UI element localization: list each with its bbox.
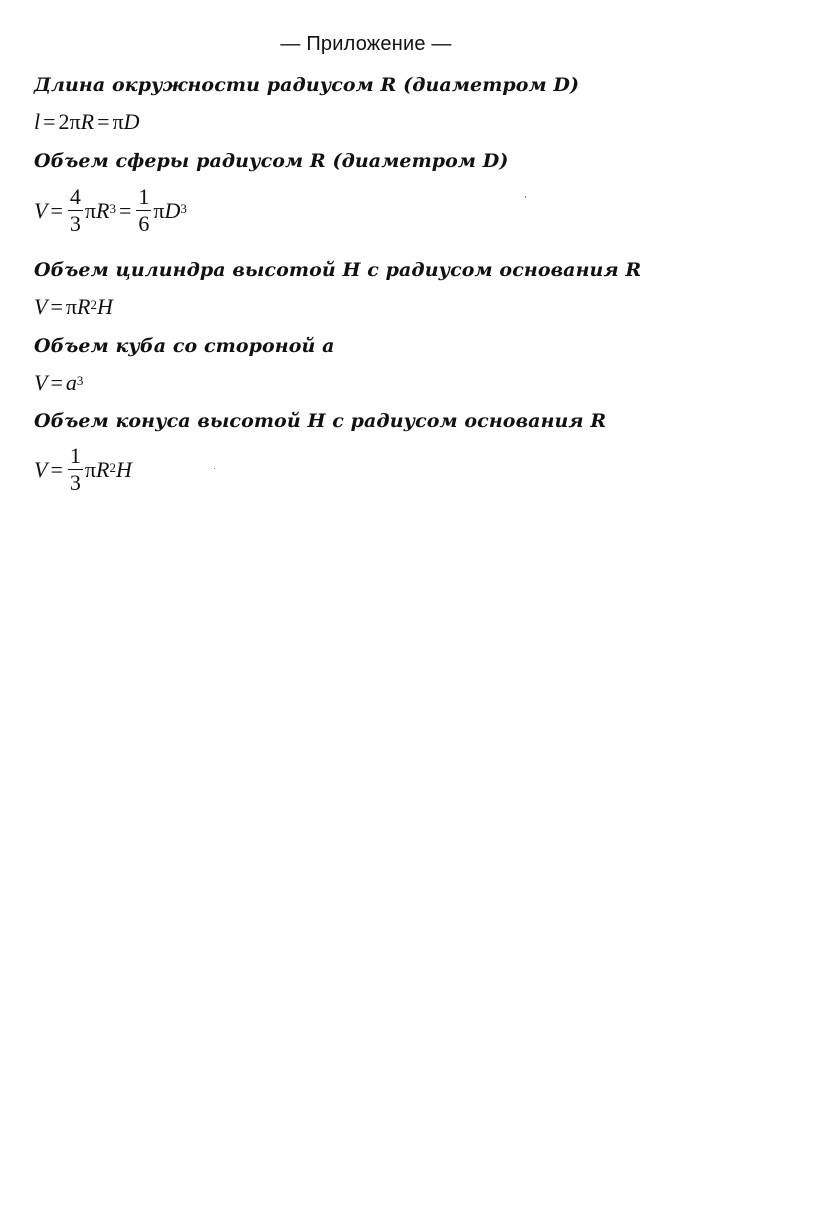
formula-lhs: V (34, 197, 48, 223)
scan-speck (525, 196, 526, 198)
pi-symbol: π (69, 109, 81, 134)
exponent: 2 (90, 297, 97, 312)
fraction-numerator: 1 (69, 443, 81, 468)
fraction-denominator: 3 (69, 470, 81, 495)
formula-lhs: V (34, 370, 48, 395)
formula-lhs: l (34, 109, 41, 134)
fraction (68, 186, 83, 235)
circumference-heading: Длина окружности радиусом R (диаметром D) (34, 74, 580, 96)
cone-formula (34, 445, 132, 494)
scan-speck (214, 468, 215, 469)
cube-formula (34, 370, 83, 396)
equals-sign: = (43, 109, 56, 134)
formula-lhs: V (34, 456, 48, 482)
pi-symbol: π (112, 109, 124, 134)
radius-symbol: R (80, 109, 95, 134)
cube-heading: Объем куба со стороной a (34, 335, 335, 357)
exponent: 3 (76, 373, 84, 388)
fraction (136, 186, 151, 235)
equals-sign: = (50, 370, 63, 395)
fraction-denominator: 3 (69, 211, 81, 236)
pi-symbol: π (65, 294, 77, 319)
exponent: 2 (109, 459, 116, 475)
fraction-numerator: 4 (69, 184, 81, 209)
radius-symbol: R (95, 197, 110, 223)
equals-sign: = (118, 197, 132, 223)
exponent: 3 (109, 200, 116, 216)
sphere-heading: Объем сферы радиусом R (диаметром D) (34, 150, 509, 172)
fraction (68, 445, 83, 494)
height-symbol: H (115, 456, 132, 482)
fraction-numerator: 1 (138, 184, 150, 209)
equals-sign: = (50, 456, 63, 482)
cylinder-heading: Объем цилиндра высотой H с радиусом основания R (34, 259, 642, 281)
side-symbol: a (65, 370, 77, 395)
fraction-denominator: 6 (138, 211, 150, 236)
pi-symbol: π (84, 197, 96, 223)
equals-sign: = (97, 109, 110, 134)
equals-sign: = (50, 294, 63, 319)
height-symbol: H (96, 294, 113, 319)
page-header: — Приложение — (280, 33, 452, 55)
pi-symbol: π (84, 456, 96, 482)
equals-sign: = (50, 197, 63, 223)
diameter-symbol: D (123, 109, 140, 134)
cone-heading: Объем конуса высотой H с радиусом основания R (34, 410, 607, 432)
circumference-formula (34, 109, 140, 135)
sphere-formula (34, 186, 187, 235)
cylinder-formula (34, 294, 113, 320)
coefficient: 2 (58, 109, 70, 134)
formula-lhs: V (34, 294, 48, 319)
pi-symbol: π (153, 197, 165, 223)
exponent: 3 (180, 200, 187, 216)
radius-symbol: R (76, 294, 91, 319)
diameter-symbol: D (164, 197, 181, 223)
radius-symbol: R (95, 456, 110, 482)
